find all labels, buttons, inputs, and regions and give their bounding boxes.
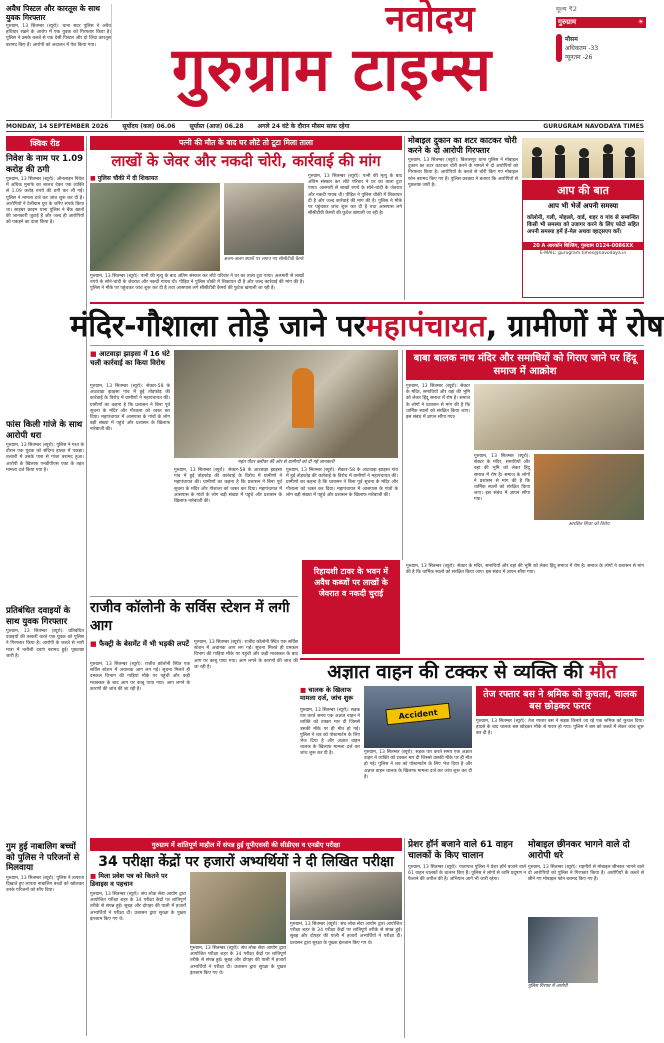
apki-baat-sub: आप भी भेजें अपनी समस्या [547,202,619,210]
mobile-photo [528,917,598,983]
brand-small: नवोदय [385,0,475,40]
temp-bar-icon [556,34,562,62]
divider [402,350,403,560]
left-box-title: अवैध पिस्टल और कारतूस के साथ युवक गिरफ्तार [6,4,100,22]
date: MONDAY, 14 SEPTEMBER 2026 [6,122,109,130]
price-label: मूल्य ₹2 [556,5,577,13]
weather-title: मौसम [565,35,578,43]
brand-main: गुरुग्राम टाइम्स [171,35,493,105]
pressure-title: प्रेशर हॉर्न बजाने वाले 61 वाहन चालकों के किए चालान [408,840,513,861]
accident-title: अज्ञात वाहन की टक्कर से व्यक्ति की मौत [300,658,644,684]
apki-baat-box [522,180,644,298]
mahapanchayat-sub: ■ आटवाड़ा झाड़सा में 16 घंटे चली कार्रवाई का किया विरोध [90,350,170,367]
dateline [6,120,644,132]
baba-photo [474,384,644,450]
accident-sign: Accident [385,703,450,726]
s3-body: गुरुग्राम, 13 सितम्बर (ब्यूरो): प्रतिबंधित दवाइयों की तस्करी करते एक युवक को पुलिस ने गिरफ्तार किया है। आरोपी के कब्जे से भारी मात्रा में नशीली दवाएं बरामद हुईं। पूछताछ जारी है। [6,629,84,659]
edition-badge: गुरुग्राम ☀ [558,18,644,26]
rajiv-title: राजीव कॉलोनी के सर्विस स्टेशन में लगी आग [90,596,298,635]
apki-baat-email: E-MAIL: gurugram.times@navodaya.in [539,251,627,256]
callout-text: रिहायशी टावर के भवन में अवैध कब्जों पर लाखों के जेवरात व नकदी चुराई [313,567,389,598]
rajiv-story [90,596,298,836]
rajiv-sub: ■ फैक्ट्री के बेसमेंट में भी भड़की लपटें [90,640,190,648]
paper-name: GURUGRAM NAVODAYA TIMES [543,122,644,130]
baba-story [406,350,644,562]
apki-baat-body: कॉलोनी, गली, मोहल्ले, वार्ड, शहर व गांव से सम्बन्धित किसी भी समस्या को उजागर करने के लिए फोटो सहित अपनी समस्या हमें ई-मेल अथवा व्हाट्सएप करें। [527,215,639,235]
rajiv-body: गुरुग्राम, 13 सितम्बर (ब्यूरो): राजीव कॉलोनी स्थित एक सर्विस स्टेशन में अचानक आग लग गई। सूचना मिलते ही दमकल विभाग की गाड़ियां मौके पर पहुंची और कड़ी मशक्कत के बाद आग पर काबू पाया गया। आग लगने के कारणों की जांच की जा रही है। [90,662,190,692]
sunset: सूर्यास्त (आज) 06.28 [189,123,244,130]
accident-image [364,686,472,748]
accident-sub: ■ चालक के खिलाफ मामला दर्ज, जांच शुरू [300,686,354,702]
baba-photo-2 [534,454,644,520]
lead-body-cont: गुरुग्राम, 13 सितम्बर (ब्यूरो): पत्नी की मृत्यु के बाद अंतिम संस्कार कर लौटे परिवार ने घर का ताला टूटा पाया। अलमारी से लाखों रुपये के सोने-चांदी के जेवरात और नकदी गायब थी। पीड़ित ने पुलिस चौकी में शिकायत दी है और जल्द कार्रवाई की मांग की है। पुलिस ने मौके पर पहुंचकर जांच शुरू कर दी है तथा आसपास लगे सीसीटीवी कैमरों की फुटेज खंगाली जा रही है। [90,274,304,292]
lead-caption: अलग-अलग स्थानों पर लगाए गए सीसीटीवी कैमरे [224,257,304,262]
bus-box [476,686,644,836]
s3-title: प्रतिबंधित दवाइयों के साथ युवक गिरफ्तार [6,606,71,627]
divider [404,838,405,1038]
callout-box [302,560,400,654]
masthead [0,0,650,122]
sunrise: सूर्योदय (कल) 06.06 [122,123,176,130]
s2-body: गुरुग्राम, 13 सितम्बर (ब्यूरो): पुलिस ने गश्त के दौरान एक युवक को संदिग्ध हालत में पकड़ा। तलाशी में उसके पास से गांजा बरामद हुआ। आरोपी के खिलाफ एनडीपीएस एक्ट के तहत मामला दर्ज किया गया है। [6,443,84,473]
masthead-left-box [6,4,112,118]
accident-body: गुरुग्राम, 13 सितम्बर (ब्यूरो): सड़क पार करते समय एक अज्ञात वाहन ने व्यक्ति को टक्कर मार दी जिससे उसकी मौके पर ही मौत हो गई। पुलिस ने शव को पोस्टमार्टम के लिए भेज दिया है और अज्ञात वाहन चालक के खिलाफ मामला दर्ज कर जांच शुरू कर दी है। [300,708,360,757]
bus-body: गुरुग्राम, 13 सितम्बर (ब्यूरो): तेज रफ्तार बस ने सड़क किनारे जा रहे एक श्रमिक को कुचल दिया। हादसे के बाद चालक बस छोड़कर मौके से फरार हो गया। पुलिस ने बस को कब्जे में लेकर जांच शुरू कर दी है। [476,719,644,737]
quick-read-tag: क्विक रीड [6,136,84,151]
lead-body: गुरुग्राम, 13 सितम्बर (ब्यूरो): पत्नी की मृत्यु के बाद अंतिम संस्कार कर लौटे परिवार ने घर का ताला टूटा पाया। अलमारी से लाखों रुपये के सोने-चांदी के जेवरात और नकदी गायब थी। पीड़ित ने पुलिस चौकी में शिकायत दी है और जल्द कार्रवाई की मांग की है। पुलिस ने मौके पर पहुंचकर जांच शुरू कर दी है तथा आसपास लगे सीसीटीवी कैमरों की फुटेज खंगाली जा रही है। [308,174,402,217]
baba-body-2: गुरुग्राम, 13 सितम्बर (ब्यूरो): सेक्टर के मंदिर, समाधियों और वहां की भूमि को लेकर हिंदू समाज में रोष है। समाज के लोगों ने प्रशासन से मांग की है कि धार्मिक स्थलों को संरक्षित किया जाए। इस संबंध में ज्ञापन सौंपा गया। [474,454,530,503]
exam-title: 34 परीक्षा केंद्रों पर हजारों अभ्यर्थियों ने दी लिखित परीक्षा [98,854,394,870]
exam-kicker: गुरुग्राम में शांतिपूर्ण माहौल में संपन्न हुई यूपीएससी की सीडीएस व एनडीए परीक्षा [90,838,402,851]
mahapanchayat-photo [174,350,398,458]
bullet-icon: ■ [90,350,100,358]
s4-body: गुरुग्राम, 13 सितम्बर (ब्यूरो): पुलिस ने तत्परता दिखाते हुए लापता नाबालिग बच्चों को खोजकर उनके परिजनों को सौंप दिया। [6,875,84,893]
baba-body-cont: गुरुग्राम, 13 सितम्बर (ब्यूरो): सेक्टर के मंदिर, समाधियों और वहां की भूमि को लेकर हिंदू समाज में रोष है। समाज के लोगों ने प्रशासन से मांग की है कि धार्मिक स्थलों को संरक्षित किया जाए। इस संबंध में ज्ञापन सौंपा गया। [406,564,644,576]
mahapanchayat-body: गुरुग्राम, 13 सितम्बर (ब्यूरो): सेक्टर-58 के आटवाड़ा झाड़सा गांव में हुई तोड़फोड़ की कार्रवाई के विरोध में ग्रामीणों ने महापंचायत की। ग्रामीणों का कहना है कि प्रशासन ने बिना पूर्व सूचना के मंदिर और गौशाला को ध्वस्त कर दिया। महापंचायत में आसपास के गांवों के लोग बड़ी संख्या में पहुंचे और प्रशासन के खिलाफ नारेबाजी की। [90,384,170,433]
lead-story [90,136,402,300]
accident-story [300,658,644,838]
bullet-icon: ■ [90,640,100,648]
s4-title: गुम हुई नाबालिग बच्चों को पुलिस ने परिजनों से मिलवाया [6,842,80,873]
lead-photo [90,183,220,271]
weather-box [556,34,646,62]
baba-title: बाबा बालक नाथ मंदिर और समाधियों को गिराए जाने पर हिंदू समाज में आक्रोश [406,350,644,380]
baba-body: गुरुग्राम, 13 सितम्बर (ब्यूरो): सेक्टर के मंदिर, समाधियों और वहां की भूमि को लेकर हिंदू समाज में रोष है। समाज के लोगों ने प्रशासन से मांग की है कि धार्मिक स्थलों को संरक्षित किया जाए। इस संबंध में ज्ञापन सौंपा गया। [406,384,470,421]
s1-title: निवेश के नाम पर 1.09 करोड़ की ठगी [6,154,84,175]
max-temp: अधिकतम -33 [565,44,599,52]
bullet-icon: ■ [90,175,98,182]
accident-body-2: गुरुग्राम, 13 सितम्बर (ब्यूरो): सड़क पार करते समय एक अज्ञात वाहन ने व्यक्ति को टक्कर मार दी जिससे उसकी मौके पर ही मौत हो गई। पुलिस ने शव को पोस्टमार्टम के लिए भेज दिया है और अज्ञात वाहन चालक के खिलाफ मामला दर्ज कर जांच शुरू कर दी है। [364,750,472,780]
bus-title: तेज रफ्तार बस ने श्रमिक को कुचला, चालक बस छोड़कर फरार [476,686,644,716]
lead-title: लाखों के जेवर और नकदी चोरी, कार्रवाई की मांग [111,152,381,170]
mobile-shop-body: गुरुग्राम, 13 सितम्बर (ब्यूरो): बिलासपुर थाना पुलिस ने मोबाइल दुकान का शटर काटकर चोरी करने के मामले में दो आरोपियों को गिरफ्तार किया है। आरोपियों के कब्जे से चोरी किए गए मोबाइल फोन बरामद किए गए हैं। पुलिस प्रवक्ता ने बताया कि आरोपियों से पूछताछ जारी है। [408,158,518,188]
divider [404,136,405,300]
pressure-body: गुरुग्राम, 13 सितम्बर (ब्यूरो): यातायात पुलिस ने प्रेशर हॉर्न बजाने वाले 61 वाहन चालकों के चालान किए हैं। पुलिस ने लोगों से ध्वनि प्रदूषण न फैलाने की अपील की है। अभियान आगे भी जारी रहेगा। [408,865,526,883]
weather-icon: ☀ [637,18,644,26]
masthead-right [556,4,646,120]
exam-sub: ■ मिला प्रवेश पत्र को कितने पर डिवाइस व पहचान [90,872,168,888]
pressure-story [408,840,526,1038]
exam-story [90,838,402,1038]
mobile-shop-title: मोबाइल दुकान का शटर काटकर चोरी करने के दो आरोपी गिरफ्तार [408,136,517,155]
apki-baat-address: 20 A आरकॉन बिल्डिंग, गुरुग्राम 0124-0086XX [523,242,643,250]
baba-caption: आरक्षित शिफ्ट को विरोध [568,522,610,527]
mobile-title: मोबाइल छीनकर भागने वाले दो आरोपी धरे [528,840,630,861]
exam-body: गुरुग्राम, 13 सितम्बर (ब्यूरो): संघ लोक सेवा आयोग द्वारा आयोजित परीक्षा शहर के 34 परीक्षा केंद्रों पर शांतिपूर्ण तरीके से संपन्न हुई। सुबह और दोपहर की पाली में हजारों अभ्यर्थियों ने परीक्षा दी। प्रशासन द्वारा सुरक्षा के पुख्ता इंतजाम किए गए थे। [90,892,186,922]
exam-photo-2 [290,872,402,920]
bullet-icon: ■ [90,872,99,880]
weather-teaser: अगले 24 घंटे के दौरान मौसम साफ रहेगा [257,123,350,130]
crowd-icon [522,138,644,178]
mahapanchayat-caption: महंत पीटर क्लीवर कीं ओर से ग्रामीणों को दी गई जानकारी [237,460,335,465]
mahapanchayat-body-2: गुरुग्राम, 13 सितम्बर (ब्यूरो): सेक्टर-58 के आटवाड़ा झाड़सा गांव में हुई तोड़फोड़ की कार्रवाई के विरोध में ग्रामीणों ने महापंचायत की। ग्रामीणों का कहना है कि प्रशासन ने बिना पूर्व सूचना के मंदिर और गौशाला को ध्वस्त कर दिया। महापंचायत में आसपास के गांवों के लोग बड़ी संख्या में पहुंचे और प्रशासन के खिलाफ नारेबाजी की। [174,468,282,505]
exam-photo [190,872,286,944]
apki-baat-title: आप की बात [523,181,643,200]
mahapanchayat-body-3: गुरुग्राम, 13 सितम्बर (ब्यूरो): सेक्टर-58 के आटवाड़ा झाड़सा गांव में हुई तोड़फोड़ की कार्रवाई के विरोध में ग्रामीणों ने महापंचायत की। ग्रामीणों का कहना है कि प्रशासन ने बिना पूर्व सूचना के मंदिर और गौशाला को ध्वस्त कर दिया। महापंचायत में आसपास के गांवों के लोग बड़ी संख्या में पहुंचे और प्रशासन के खिलाफ नारेबाजी की। [286,468,398,498]
mobile-story [528,840,644,1038]
lead-kicker: पत्नी की मौत के बाद घर लौटे तो टूटा मिला ताला [90,136,402,150]
sidebar-left [6,136,84,1036]
banner-headline: मंदिर-गौशाला तोड़े जाने पर महापंचायत , ग्रामीणों में रोष [90,302,644,346]
protest-silhouette-image [522,138,644,178]
mobile-shop-story [408,136,518,300]
rajiv-body-2: गुरुग्राम, 13 सितम्बर (ब्यूरो): राजीव कॉलोनी स्थित एक सर्विस स्टेशन में अचानक आग लग गई। सूचना मिलते ही दमकल विभाग की गाड़ियां मौके पर पहुंची और कड़ी मशक्कत के बाद आग पर काबू पाया गया। आग लगने के कारणों की जांच की जा रही है। [194,640,298,670]
mobile-caption: पुलिस गिरफ्त में आरोपी [528,984,568,989]
exam-body-3: गुरुग्राम, 13 सितम्बर (ब्यूरो): संघ लोक सेवा आयोग द्वारा आयोजित परीक्षा शहर के 34 परीक्षा केंद्रों पर शांतिपूर्ण तरीके से संपन्न हुई। सुबह और दोपहर की पाली में हजारों अभ्यर्थियों ने परीक्षा दी। प्रशासन द्वारा सुरक्षा के पुख्ता इंतजाम किए गए थे। [290,922,402,946]
lead-sub: ■ पुलिस चौकी में दी शिकायत [90,175,158,182]
bullet-icon: ■ [300,686,309,694]
speaker-figure-icon [292,368,314,428]
lead-photo-2 [224,183,304,255]
s1-body: गुरुग्राम, 13 सितम्बर (ब्यूरो): ऑनलाइन निवेश में अधिक मुनाफे का लालच देकर एक व्यक्ति से 1.09 करोड़ रुपये की ठगी कर ली गई। पुलिस ने मामला दर्ज कर जांच शुरू कर दी है। आरोपियों ने टेलीग्राम ग्रुप के जरिए संपर्क किया था। साइबर क्राइम थाना पुलिस ने बैंक खातों की जानकारी जुटाई है और जल्द ही आरोपियों को पकड़ने का दावा किया है। [6,177,84,226]
s2-title: फांस किली गांजे के साथ आरोपी धरा [6,420,83,441]
left-box-body: गुरुग्राम, 13 सितम्बर (ब्यूरो): थाना सदर पुलिस ने अवैध हथियार रखने के आरोप में एक युवक को गिरफ्तार किया है। पुलिस ने उसके कब्जे से एक देसी पिस्टल और दो जिंदा कारतूस बरामद किए हैं। आरोपी को अदालत में पेश किया गया। [6,24,111,48]
mobile-body: गुरुग्राम, 13 सितम्बर (ब्यूरो): राहगीरों से मोबाइल छीनकर भागने वाले दो आरोपियों को पुलिस ने गिरफ्तार किया है। आरोपियों के कब्जे से छीने गए मोबाइल फोन बरामद किए गए हैं। [528,865,644,883]
divider [86,136,87,1036]
min-temp: न्यूनतम -26 [565,53,593,61]
exam-body-2: गुरुग्राम, 13 सितम्बर (ब्यूरो): संघ लोक सेवा आयोग द्वारा आयोजित परीक्षा शहर के 34 परीक्षा केंद्रों पर शांतिपूर्ण तरीके से संपन्न हुई। सुबह और दोपहर की पाली में हजारों अभ्यर्थियों ने परीक्षा दी। प्रशासन द्वारा सुरक्षा के पुख्ता इंतजाम किए गए थे। [190,946,286,976]
